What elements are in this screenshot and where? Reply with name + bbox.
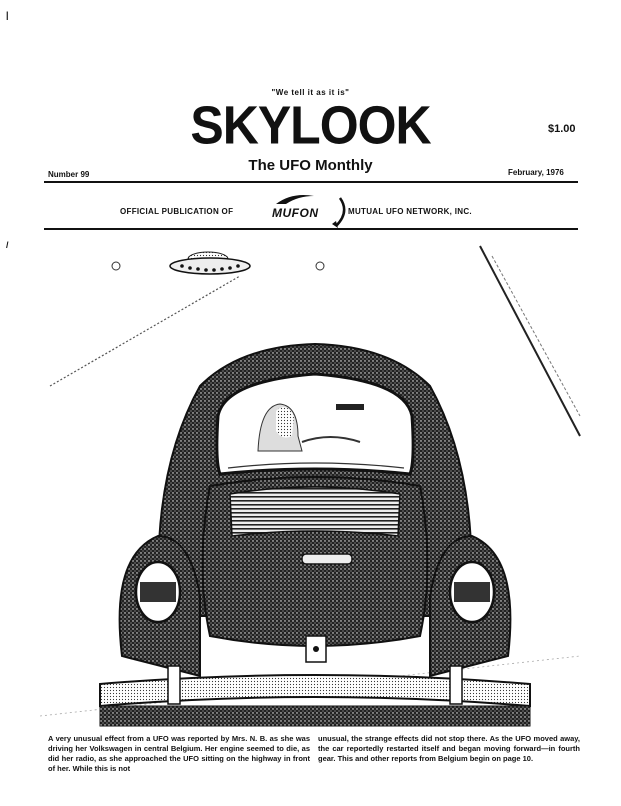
ufo-drawing	[170, 252, 250, 274]
cover-illustration	[40, 236, 582, 730]
bottom-rule	[44, 228, 578, 230]
issue-date: February, 1976	[508, 168, 564, 177]
official-publication-label: OFFICIAL PUBLICATION OF	[120, 207, 234, 216]
mufon-logo-text: MUFON	[272, 206, 319, 220]
top-rule	[44, 181, 578, 183]
tagline: "We tell it as it is"	[271, 88, 350, 97]
scan-margin-mark: /	[6, 240, 9, 250]
cover-caption-column-1: A very unusual effect from a UFO was reported by Mrs. N. B. as she was driving her Volkswagen in central Belgium. Her engine seemed to die, as did her radio, as she approached the UFO sitting on the highway in front of her. While this is not	[48, 734, 310, 773]
network-name: MUTUAL UFO NETWORK, INC.	[348, 207, 472, 216]
issue-number: Number 99	[48, 170, 90, 179]
mufon-logo	[262, 192, 350, 230]
scan-margin-mark: |	[6, 10, 9, 20]
volkswagen-drawing	[100, 344, 530, 726]
cover-caption-column-2: unusual, the strange effects did not stop there. As the UFO moved away, the car reportedly restarted itself and began moving forward—in fourth gear. This and other reports from Belgium begin on page 10.	[318, 734, 580, 763]
subtitle: The UFO Monthly	[248, 157, 373, 174]
masthead-title: SKYLOOK	[190, 94, 431, 156]
official-publication-line	[0, 192, 621, 232]
price: $1.00	[548, 123, 576, 135]
